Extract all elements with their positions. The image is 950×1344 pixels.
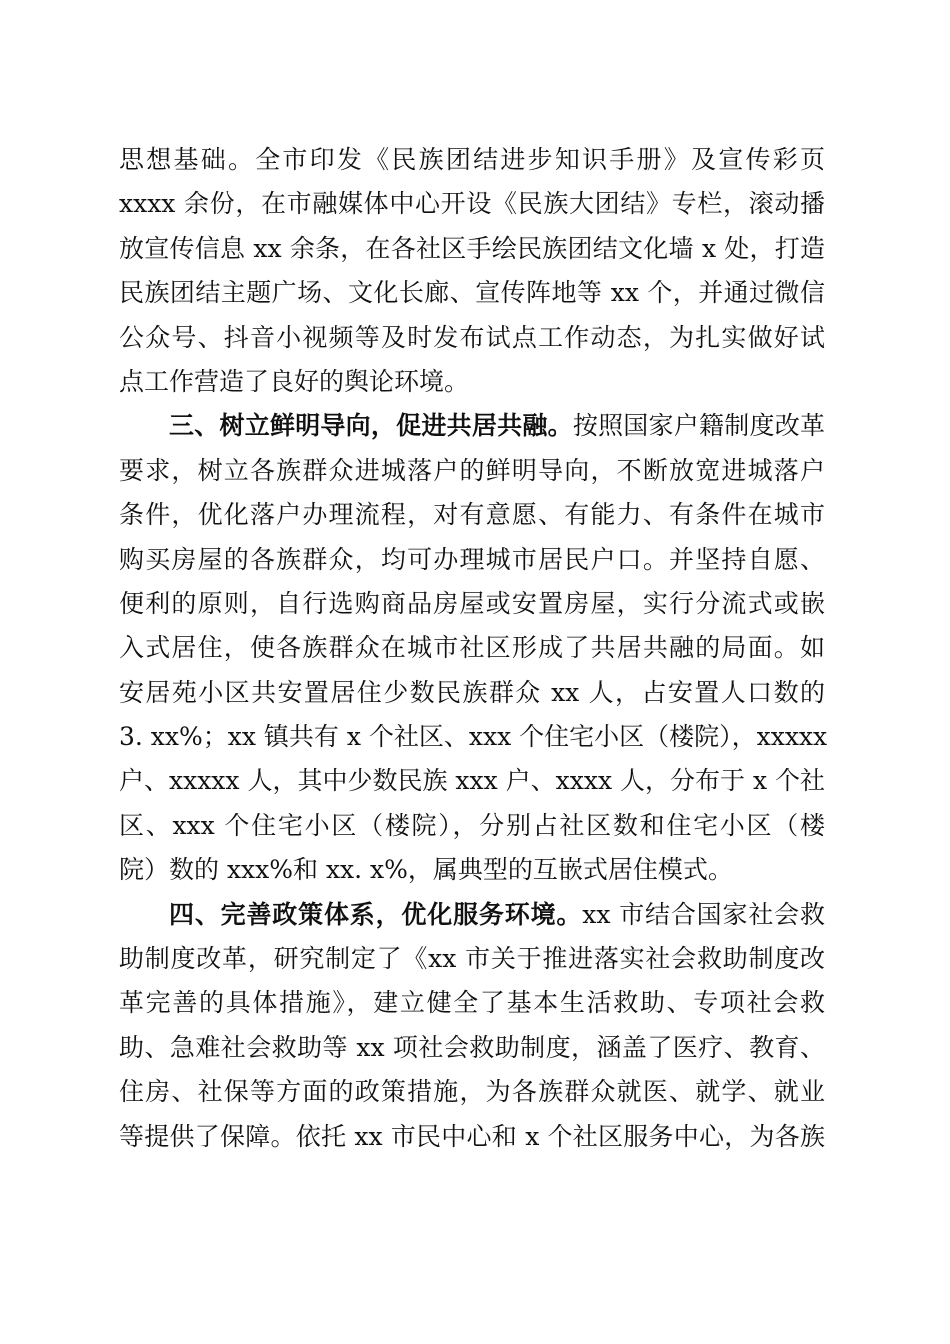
- text-line: 便利的原则，自行选购商品房屋或安置房屋，实行分流式或嵌: [119, 588, 825, 618]
- paragraph-cohabitation: [119, 404, 828, 892]
- text-line: 购买房屋的各族群众，均可办理城市居民户口。并坚持自愿、: [119, 544, 825, 574]
- text-run: xx 市结合国家社会救: [582, 899, 825, 929]
- text-line: xxxx 余份，在市融媒体中心开设《民族大团结》专栏，滚动播: [119, 189, 825, 219]
- text-run: 按照国家户籍制度改革: [572, 411, 825, 441]
- section-heading-four: 四、完善政策体系，优化服务环境。: [169, 899, 583, 929]
- text-line: 住房、社保等方面的政策措施，为各族群众就医、就学、就业: [119, 1077, 825, 1107]
- text-line: 等提供了保障。依托 xx 市民中心和 x 个社区服务中心，为各族: [119, 1121, 825, 1151]
- text-line: 户、xxxxx 人，其中少数民族 xxx 户、xxxx 人，分布于 x 个社: [119, 766, 825, 796]
- text-line: 要求，树立各族群众进城落户的鲜明导向，不断放宽进城落户: [119, 455, 825, 485]
- text-line: 入式居住，使各族群众在城市社区形成了共居共融的局面。如: [119, 633, 825, 663]
- text-line: 公众号、抖音小视频等及时发布试点工作动态，为扎实做好试: [119, 322, 825, 352]
- text-line: 助制度改革，研究制定了《xx 市关于推进落实社会救助制度改: [119, 944, 825, 974]
- text-line: 放宣传信息 xx 余条，在各社区手绘民族团结文化墙 x 处，打造: [119, 233, 825, 263]
- text-line: 思想基础。全市印发《民族团结进步知识手册》及宣传彩页: [119, 145, 825, 174]
- text-line: 民族团结主题广场、文化长廊、宣传阵地等 xx 个，并通过微信: [119, 278, 825, 308]
- text-line: 条件，优化落户办理流程，对有意愿、有能力、有条件在城市: [119, 500, 825, 530]
- text-line: 点工作营造了良好的舆论环境。: [119, 366, 470, 396]
- paragraph-publicity: [119, 138, 825, 404]
- text-line: 3. xx%；xx 镇共有 x 个社区、xxx 个住宅小区（楼院），xxxxx: [119, 722, 828, 752]
- text-line: 院）数的 xxx%和 xx. x%，属典型的互嵌式居住模式。: [119, 855, 733, 885]
- section-heading-three: 三、树立鲜明导向，促进共居共融。: [169, 411, 573, 441]
- paragraph-first-line: [119, 404, 825, 448]
- text-line: 安居苑小区共安置居住少数民族群众 xx 人，占安置人口数的: [119, 677, 825, 707]
- paragraph-first-line: [119, 893, 825, 937]
- text-line: 革完善的具体措施》，建立健全了基本生活救助、专项社会救: [119, 988, 825, 1018]
- document-body: [119, 138, 828, 1159]
- paragraph-policy: [119, 893, 825, 1159]
- text-line: 区、xxx 个住宅小区（楼院），分别占社区数和住宅小区（楼: [119, 810, 825, 840]
- text-line: 助、急难社会救助等 xx 项社会救助制度，涵盖了医疗、教育、: [119, 1032, 825, 1062]
